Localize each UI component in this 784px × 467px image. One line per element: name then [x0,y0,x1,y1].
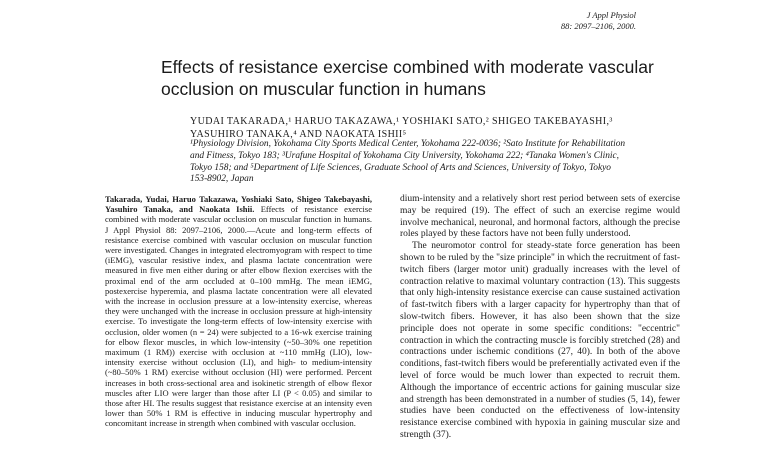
abstract-body: Effects of resistance exercise combined with moderate vascular occlusion on muscular function in humans. J Appl Physiol 88: 2097–2106, 2000.—Acute and long-term effects of resistance exercise combined with vascular occlusion on muscular function were investigated. Changes in integrated electromyogram with respect to time (iEMG), vascular resistive index, and plasma lactate concentration were measured in five men either during or after elbow flexion exercises with the proximal end of the arm occluded at 0–100 mmHg. The mean iEMG, postexercise hyperemia, and plasma lactate concentration were all elevated with the increase in occlusion pressure at a low-intensity exercise, whereas they were unchanged with the increase in occlusion pressure at high-intensity exercise. To investigate the long-term effects of low-intensity exercise with occlusion, older women (n = 24) were subjected to a 16-wk exercise training for elbow flexor muscles, in which low-intensity (~50–30% one repetition maximum (1 RM)) exercise with occlusion at ~110 mmHg (LIO), low-intensity exercise without occlusion (LI), and high- to medium-intensity (~80–50% 1 RM) exercise without occlusion (HI) were performed. Percent increases in both cross-sectional area and isokinetic strength of elbow flexor muscles after LIO were larger than those after LI (P < 0.05) and similar to those after HI. The results suggest that resistance exercise at an intensity even lower than 50% 1 RM is effective in inducing muscular hypertrophy and concomitant increase in strength when combined with vascular occlusion. [105,204,372,429]
journal-name: J Appl Physiol [586,10,636,20]
journal-header [561,10,636,32]
body-column [400,194,680,442]
body-paragraph: The neuromotor control for steady-state force generation has been shown to be ruled by the "size principle" in which the recruitment of fast-twitch fibers (larger motor unit) gradually increases with the level of contraction relative to maximal voluntary contraction (13). This suggests that only high-intensity resistance exercise can cause sustained activation of fast-twitch fibers with a larger capacity for hypertrophy than that of slow-twitch fibers. However, it has also been shown that the size principle does not operate in some specific conditions: "eccentric" contraction in which the contracting muscle is forcibly stretched (28) and contractions under ischemic conditions (27, 40). In both of the above conditions, fast-twitch fibers would be preferentially activated even if the level of force would be much lower than expected to recruit them. Although the importance of eccentric actions for gaining muscular size and strength has been demonstrated in a number of studies (5, 14), fewer studies have been conducted on the effectiveness of low-intensity resistance exercise combined with hypoxia in gaining muscular size and strength (37). [400,241,680,440]
article-title: Effects of resistance exercise combined with moderate vascular occlusion on muscular function in humans [161,57,654,99]
journal-citation: 88: 2097–2106, 2000. [560,21,636,31]
abstract [105,194,372,429]
abstract-column [105,194,372,429]
body-paragraph: dium-intensity and a relatively short rest period between sets of exercise may be required (19). The effect of such an exercise regime would involve mechanical, neuronal, and hormonal factors, although the precise roles played by these factors have not been fully understood. [400,194,680,240]
abstract-heading: Takarada, Yudai, Haruo Takazawa, Yoshiaki Sato, Shigeo Takebayashi, Yasuhiro Tanaka, and Naokata Ishii. [105,194,372,215]
author-list: YUDAI TAKARADA,¹ HARUO TAKAZAWA,¹ YOSHIAKI SATO,² SHIGEO TAKEBAYASHI,³ YASUHIRO TANAKA,⁴ AND NAOKATA ISHII⁵ [190,116,613,140]
affiliations: ¹Physiology Division, Yokohama City Sports Medical Center, Yokohama 222-0036; ²Sato Institute for Rehabilitation and Fitness, Tokyo 183; ³Urafune Hospital of Yokohama City University, Yokohama 222; ⁴Tanaka Women's Clinic, Tokyo 158; and ⁵Department of Life Sciences, Graduate School of Arts and Sciences, University of Tokyo, Tokyo 153-8902, Japan [190,139,626,185]
